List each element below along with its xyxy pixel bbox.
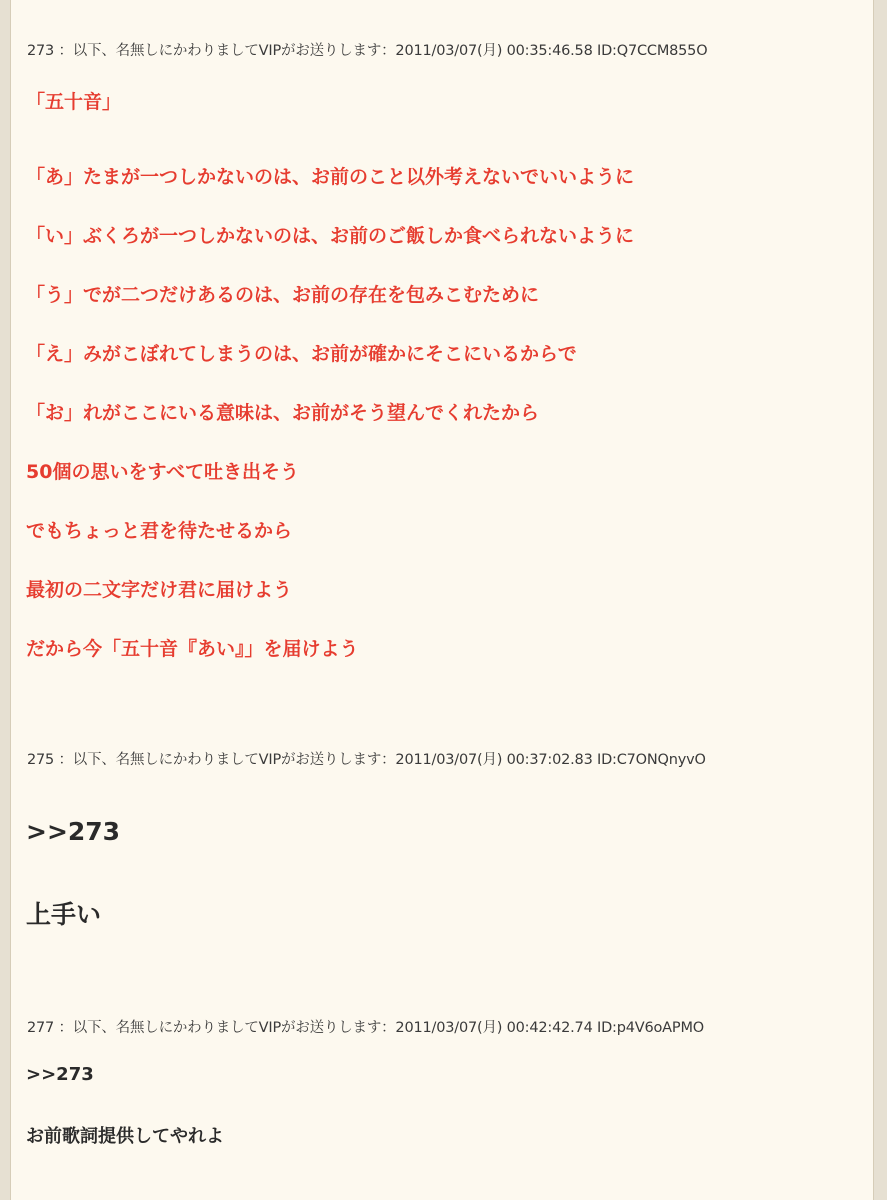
post-273-line-u: 「う」でが二つだけあるのは、お前の存在を包みこむために xyxy=(26,284,540,306)
post-273-line-o: 「お」れがここにいる意味は、お前がそう望んでくれたから xyxy=(26,402,540,424)
post-275-anchor: >>273 xyxy=(26,817,121,846)
post-273-title: 「五十音」 xyxy=(26,91,122,113)
post-273-line-e: 「え」みがこぼれてしまうのは、お前が確かにそこにいるからで xyxy=(26,343,577,365)
post-273-line-7: でもちょっと君を待たせるから xyxy=(26,520,293,542)
post-273-line-a: 「あ」たまが一つしかないのは、お前のこと以外考えないでいいように xyxy=(26,166,635,188)
thread-panel xyxy=(10,0,874,1200)
post-273-line-6: 50個の思いをすべて吐き出そう xyxy=(26,461,300,483)
post-277-anchor: >>273 xyxy=(26,1064,94,1085)
post-275-body: 上手い xyxy=(26,900,102,929)
post-header-273: 273 ：以下、名無しにかわりましてVIPがお送りします：2011/03/07(月) 00:35:46.58 ID:Q7CCM855O xyxy=(27,43,708,59)
post-273-line-8: 最初の二文字だけ君に届けよう xyxy=(26,579,293,601)
post-header-277: 277 ：以下、名無しにかわりましてVIPがお送りします：2011/03/07(月) 00:42:42.74 ID:p4V6oAPMO xyxy=(27,1020,704,1036)
post-273-line-i: 「い」ぶくろが一つしかないのは、お前のご飯しか食べられないように xyxy=(26,225,635,247)
post-273-line-9: だから今「五十音『あい』」を届けよう xyxy=(26,638,359,660)
post-header-275: 275 ：以下、名無しにかわりましてVIPがお送りします：2011/03/07(月) 00:37:02.83 ID:C7ONQnyvO xyxy=(27,752,706,768)
post-277-body: お前歌詞提供してやれよ xyxy=(26,1126,224,1147)
